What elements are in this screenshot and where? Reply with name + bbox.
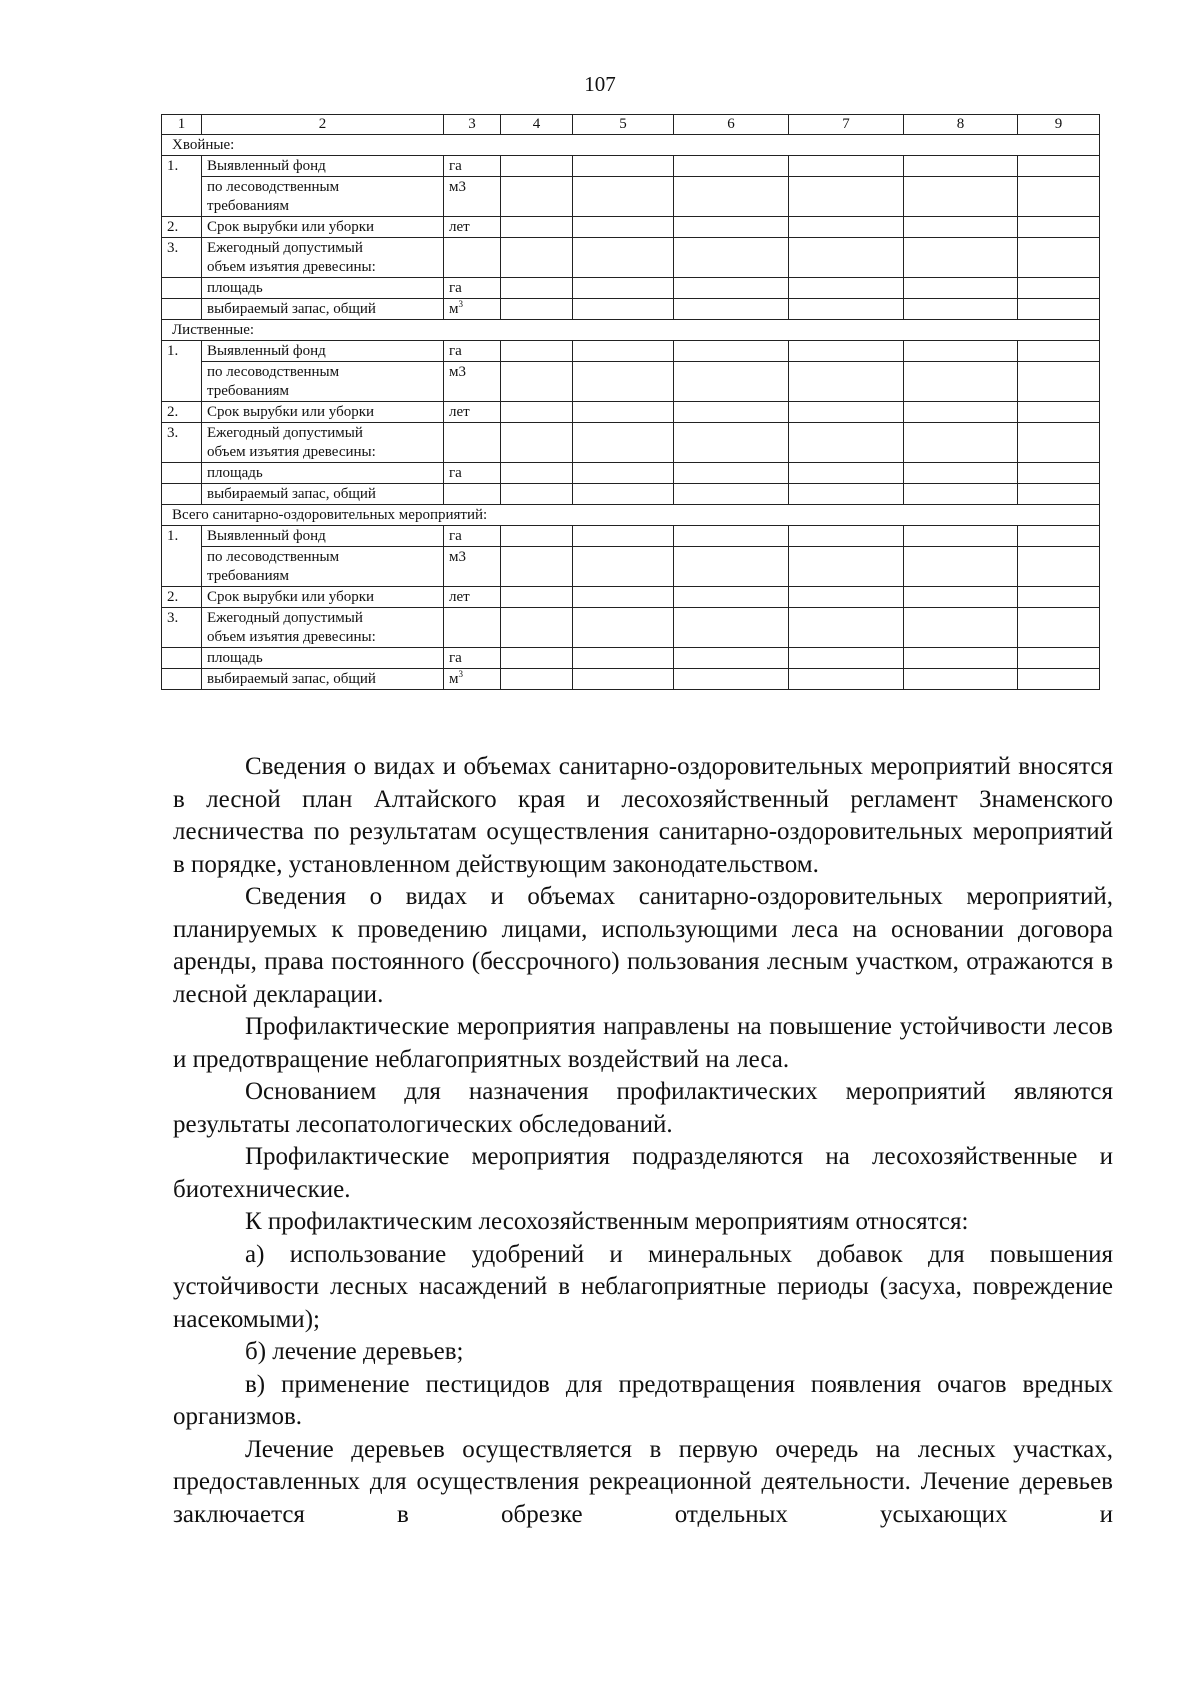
column-header: 6 <box>674 115 789 135</box>
row-name <box>202 547 444 587</box>
data-cell <box>904 608 1018 648</box>
column-header: 4 <box>501 115 573 135</box>
table-row <box>162 238 1100 278</box>
table-row <box>162 648 1100 669</box>
row-unit: лет <box>444 217 501 238</box>
row-name <box>202 177 444 217</box>
data-cell <box>1018 402 1100 423</box>
body-text <box>173 751 1113 1531</box>
table-row <box>162 362 1100 402</box>
table-row <box>162 484 1100 505</box>
row-number <box>162 278 202 299</box>
table-row <box>162 299 1100 320</box>
data-cell <box>1018 547 1100 587</box>
data-cell <box>789 238 904 278</box>
row-name-line: выбираемый запас, общий <box>207 301 376 317</box>
row-name-line: выбираемый запас, общий <box>207 486 376 502</box>
row-unit: м3 <box>444 547 501 587</box>
data-cell <box>1018 299 1100 320</box>
data-cell <box>789 484 904 505</box>
row-number: 2. <box>162 217 202 238</box>
row-number <box>162 669 202 690</box>
data-cell <box>789 648 904 669</box>
column-header: 9 <box>1018 115 1100 135</box>
section-row <box>162 320 1100 341</box>
data-cell <box>573 463 674 484</box>
row-name <box>202 648 444 669</box>
column-header: 7 <box>789 115 904 135</box>
page-number: 107 <box>584 72 616 96</box>
data-cell <box>904 156 1018 177</box>
data-cell <box>674 362 789 402</box>
row-name-line: Срок вырубки или уборки <box>207 219 375 235</box>
data-cell <box>904 423 1018 463</box>
row-name-line: Ежегодный допустимый <box>207 240 363 256</box>
section-title: Всего санитарно-оздоровительных мероприятий: <box>162 505 1100 526</box>
data-cell <box>1018 484 1100 505</box>
table-row <box>162 587 1100 608</box>
data-cell <box>573 177 674 217</box>
row-name-line: по лесоводственным <box>207 364 340 380</box>
data-cell <box>674 156 789 177</box>
data-cell <box>501 648 573 669</box>
data-cell <box>501 341 573 362</box>
table-body <box>162 115 1100 690</box>
paragraph: Основанием для назначения профилактических мероприятий являются результаты лесопатологических обследований. <box>173 1078 1113 1138</box>
data-cell <box>573 341 674 362</box>
row-name: Выявленный фонд <box>202 526 444 547</box>
column-header: 5 <box>573 115 674 135</box>
data-cell <box>573 587 674 608</box>
row-unit <box>444 299 501 320</box>
data-cell <box>789 423 904 463</box>
data-cell <box>674 238 789 278</box>
paragraph: Лечение деревьев осуществляется в первую очередь на лесных участках, предоставленных для осуществления рекреационной деятельности. Лечение деревьев заключается в обрезке отдельных усыхающих и <box>173 1435 1113 1528</box>
data-cell <box>501 423 573 463</box>
row-name <box>202 423 444 463</box>
row-name <box>202 669 444 690</box>
data-cell <box>904 402 1018 423</box>
row-name <box>202 608 444 648</box>
data-cell <box>904 362 1018 402</box>
data-cell <box>1018 238 1100 278</box>
row-name <box>202 402 444 423</box>
data-cell <box>904 669 1018 690</box>
data-cell <box>573 402 674 423</box>
data-cell <box>501 238 573 278</box>
row-name-line: по лесоводственным <box>207 179 340 195</box>
data-cell <box>501 156 573 177</box>
data-cell <box>501 608 573 648</box>
data-cell <box>904 648 1018 669</box>
row-name-line: требованиям <box>207 383 290 399</box>
data-cell <box>674 402 789 423</box>
data-cell <box>674 587 789 608</box>
data-cell <box>501 587 573 608</box>
data-cell <box>501 526 573 547</box>
data-cell <box>573 648 674 669</box>
row-name-line: объем изъятия древесины: <box>207 444 376 460</box>
data-cell <box>573 278 674 299</box>
row-number: 3. <box>162 423 202 463</box>
row-number: 2. <box>162 587 202 608</box>
table-row <box>162 608 1100 648</box>
row-number: 1. <box>162 156 202 217</box>
data-cell <box>501 362 573 402</box>
data-cell <box>789 299 904 320</box>
row-name-line: объем изъятия древесины: <box>207 259 376 275</box>
data-cell <box>904 217 1018 238</box>
data-cell <box>904 547 1018 587</box>
table-row <box>162 547 1100 587</box>
data-cell <box>674 484 789 505</box>
data-cell <box>789 526 904 547</box>
data-cell <box>573 238 674 278</box>
paragraph: Сведения о видах и объемах санитарно-оздоровительных мероприятий, планируемых к проведению лицами, использующими леса на основании договора аренды, права постоянного (бессрочного) пользования лесным участком, отражаются в лесной декларации. <box>173 883 1113 1008</box>
row-unit <box>444 484 501 505</box>
row-unit <box>444 238 501 278</box>
unit-exponent: 3 <box>458 299 463 309</box>
table-row <box>162 217 1100 238</box>
row-unit <box>444 669 501 690</box>
row-unit: м3 <box>444 362 501 402</box>
row-name <box>202 217 444 238</box>
data-cell <box>789 362 904 402</box>
paragraph: а) использование удобрений и минеральных добавок для повышения устойчивости лесных насаждений в неблагоприятные периоды (засуха, повреждение насекомыми); <box>173 1240 1113 1333</box>
row-name-line: площадь <box>207 280 263 296</box>
row-unit: га <box>444 341 501 362</box>
data-cell <box>789 278 904 299</box>
data-cell <box>674 669 789 690</box>
row-name-line: Срок вырубки или уборки <box>207 589 375 605</box>
data-cell <box>501 217 573 238</box>
row-name: Выявленный фонд <box>202 156 444 177</box>
data-cell <box>904 177 1018 217</box>
row-unit: га <box>444 156 501 177</box>
section-row <box>162 505 1100 526</box>
data-cell <box>501 278 573 299</box>
row-name-line: требованиям <box>207 568 290 584</box>
data-cell <box>789 217 904 238</box>
row-unit: га <box>444 648 501 669</box>
data-cell <box>674 299 789 320</box>
row-unit: лет <box>444 587 501 608</box>
row-name <box>202 463 444 484</box>
table-row <box>162 341 1100 362</box>
data-cell <box>904 463 1018 484</box>
row-unit: га <box>444 278 501 299</box>
data-cell <box>674 278 789 299</box>
data-cell <box>789 463 904 484</box>
data-cell <box>789 402 904 423</box>
column-header: 3 <box>444 115 501 135</box>
data-cell <box>674 526 789 547</box>
table-row <box>162 669 1100 690</box>
data-cell <box>674 648 789 669</box>
data-cell <box>674 423 789 463</box>
data-cell <box>1018 156 1100 177</box>
data-cell <box>904 299 1018 320</box>
data-cell <box>1018 362 1100 402</box>
paragraph: Профилактические мероприятия подразделяются на лесохозяйственные и биотехнические. <box>173 1143 1113 1203</box>
paragraph: Профилактические мероприятия направлены на повышение устойчивости лесов и предотвращение неблагоприятных воздействий на леса. <box>173 1013 1113 1073</box>
data-cell <box>1018 669 1100 690</box>
data-cell <box>573 547 674 587</box>
data-cell <box>789 156 904 177</box>
data-cell <box>501 463 573 484</box>
data-cell <box>501 669 573 690</box>
data-cell <box>501 177 573 217</box>
row-name-line: объем изъятия древесины: <box>207 629 376 645</box>
data-cell <box>573 484 674 505</box>
data-cell <box>904 278 1018 299</box>
data-cell <box>573 669 674 690</box>
row-number: 2. <box>162 402 202 423</box>
data-cell <box>904 587 1018 608</box>
data-cell <box>674 608 789 648</box>
data-cell <box>904 484 1018 505</box>
data-cell <box>789 177 904 217</box>
row-number: 3. <box>162 238 202 278</box>
section-title: Лиственные: <box>162 320 1100 341</box>
data-cell <box>674 547 789 587</box>
unit-base: м <box>449 301 459 317</box>
paragraph: К профилактическим лесохозяйственным мероприятиям относятся: <box>245 1208 969 1235</box>
row-unit: лет <box>444 402 501 423</box>
row-number: 1. <box>162 341 202 402</box>
data-cell <box>904 238 1018 278</box>
data-cell <box>674 177 789 217</box>
table-row <box>162 463 1100 484</box>
row-name <box>202 362 444 402</box>
data-cell <box>1018 217 1100 238</box>
header-row <box>162 115 1100 135</box>
row-name-line: Ежегодный допустимый <box>207 425 363 441</box>
data-cell <box>573 217 674 238</box>
data-cell <box>501 402 573 423</box>
column-header: 2 <box>202 115 444 135</box>
data-cell <box>904 526 1018 547</box>
forest-measures-table <box>161 114 1100 690</box>
row-number <box>162 484 202 505</box>
row-name-line: требованиям <box>207 198 290 214</box>
row-name-line: Ежегодный допустимый <box>207 610 363 626</box>
row-name-line: площадь <box>207 465 263 481</box>
data-cell <box>573 362 674 402</box>
data-cell <box>501 484 573 505</box>
column-header: 8 <box>904 115 1018 135</box>
data-cell <box>789 587 904 608</box>
data-cell <box>674 463 789 484</box>
data-cell <box>501 547 573 587</box>
data-cell <box>501 299 573 320</box>
section-title: Хвойные: <box>162 135 1100 156</box>
data-cell <box>789 669 904 690</box>
row-name <box>202 238 444 278</box>
row-unit <box>444 423 501 463</box>
section-row <box>162 135 1100 156</box>
table-row <box>162 278 1100 299</box>
table-row <box>162 402 1100 423</box>
data-cell <box>1018 278 1100 299</box>
data-cell <box>789 547 904 587</box>
data-cell <box>1018 463 1100 484</box>
row-unit: га <box>444 463 501 484</box>
data-cell <box>1018 423 1100 463</box>
table-row <box>162 526 1100 547</box>
data-cell <box>1018 608 1100 648</box>
row-number: 3. <box>162 608 202 648</box>
data-cell <box>1018 587 1100 608</box>
row-name: Выявленный фонд <box>202 341 444 362</box>
row-name-line: площадь <box>207 650 263 666</box>
data-cell <box>573 299 674 320</box>
row-unit: м3 <box>444 177 501 217</box>
data-cell <box>1018 648 1100 669</box>
table-row <box>162 177 1100 217</box>
row-unit: га <box>444 526 501 547</box>
data-cell <box>674 217 789 238</box>
column-header: 1 <box>162 115 202 135</box>
row-number <box>162 463 202 484</box>
row-number <box>162 299 202 320</box>
unit-exponent: 3 <box>458 669 463 679</box>
data-cell <box>1018 177 1100 217</box>
row-name <box>202 299 444 320</box>
data-cell <box>789 608 904 648</box>
data-cell <box>573 423 674 463</box>
table-row <box>162 156 1100 177</box>
row-number: 1. <box>162 526 202 587</box>
data-cell <box>1018 526 1100 547</box>
table-row <box>162 423 1100 463</box>
row-unit <box>444 608 501 648</box>
data-cell <box>573 608 674 648</box>
data-cell <box>573 526 674 547</box>
row-number <box>162 648 202 669</box>
data-cell <box>789 341 904 362</box>
paragraph: б) лечение деревьев; <box>245 1338 464 1365</box>
paragraph: Сведения о видах и объемах санитарно-оздоровительных мероприятий вносятся в лесной план Алтайского края и лесохозяйственный регламент Знаменского лесничества по результатам осуществления санитарно-оздоровительных мероприятий в порядке, установленном действующим законодательством. <box>173 753 1113 878</box>
row-name <box>202 484 444 505</box>
row-name <box>202 278 444 299</box>
unit-base: м <box>449 671 459 687</box>
data-cell <box>904 341 1018 362</box>
data-cell <box>1018 341 1100 362</box>
row-name-line: выбираемый запас, общий <box>207 671 376 687</box>
row-name-line: по лесоводственным <box>207 549 340 565</box>
data-cell <box>674 341 789 362</box>
data-cell <box>573 156 674 177</box>
row-name <box>202 587 444 608</box>
paragraph: в) применение пестицидов для предотвращения появления очагов вредных организмов. <box>173 1370 1113 1430</box>
row-name-line: Срок вырубки или уборки <box>207 404 375 420</box>
